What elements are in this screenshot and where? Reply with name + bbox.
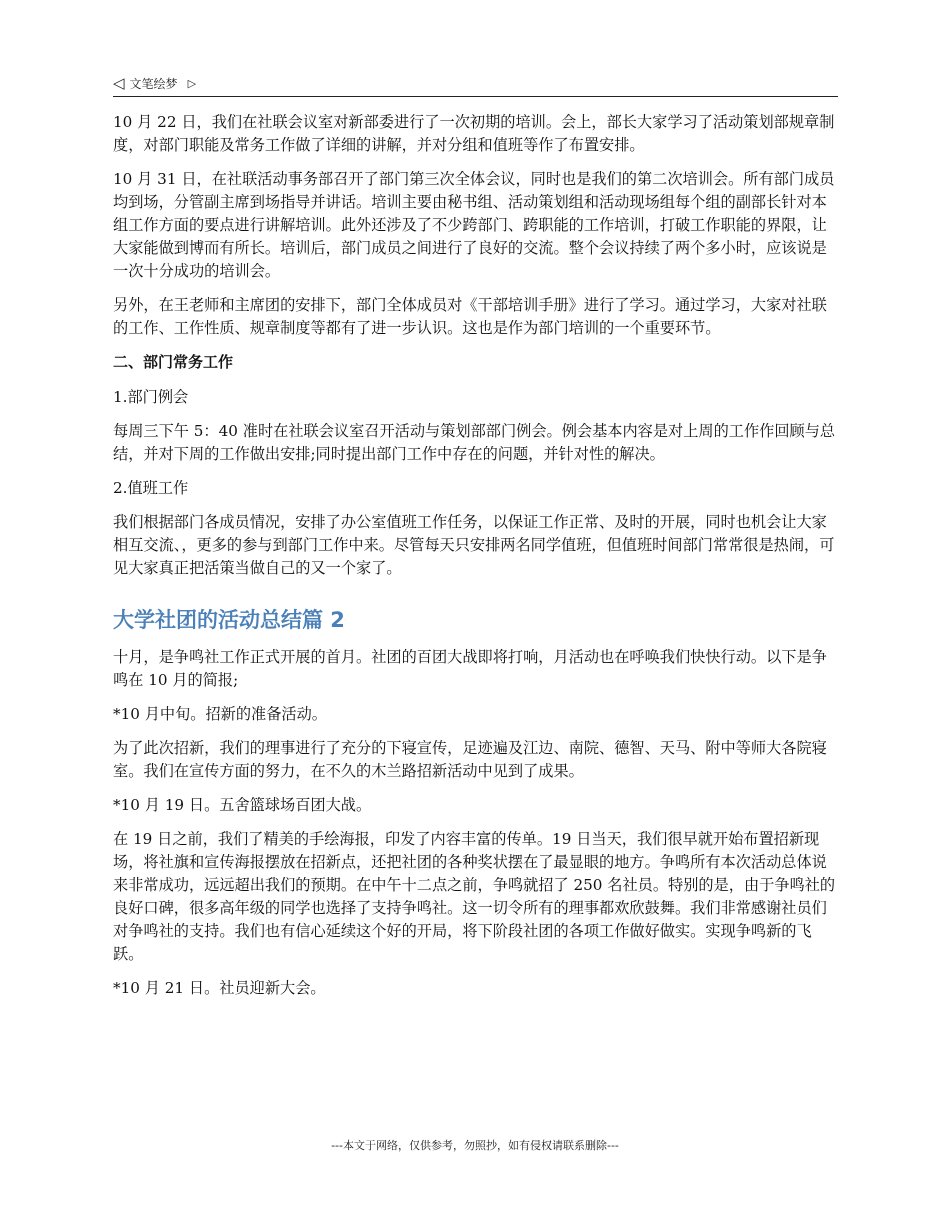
paragraph: 在 19 日之前，我们了精美的手绘海报，印发了内容丰富的传单。19 日当天，我们很早就开始布置招新现场，将社旗和宣传海报摆放在招新点，还把社团的各种奖状摆在了最显眼的地方。争鸣所有本次活动总体说来非常成功，远远超出我们的预期。在中午十二点之前，争鸣就招了 250 名社员。特别的是，由于争鸣社的良好口碑，很多高年级的同学也选择了支持争鸣社。这一切令所有的理事都欢欣鼓舞。我们非常感谢社员们对争鸣社的支持。我们也有信心延续这个好的开局，将下阶段社团的各项工作做好做实。实现争鸣新的飞跃。 — [113, 830, 836, 963]
paragraph: *10 月 21 日。社员迎新大会。 — [113, 979, 326, 997]
page-footer: ---本文于网络，仅供参考，勿照抄，如有侵权请联系删除--- — [331, 1139, 619, 1152]
triangle-left-icon: ◁ — [113, 73, 125, 92]
header-title: 文笔绘梦 — [129, 76, 178, 91]
subheading: 2.值班工作 — [113, 479, 189, 497]
page-header — [113, 70, 838, 97]
paragraph: *10 月 19 日。五舍篮球场百团大战。 — [113, 796, 372, 814]
document-body — [113, 111, 838, 1011]
paragraph: 10 月 31 日，在社联活动事务部召开了部门第三次全体会议，同时也是我们的第二次培训会。所有部门成员均到场，分管副主席到场指导并讲话。培训主要由秘书组、活动策划组和活动现场组每个组的副部长针对本组工作方面的要点进行讲解培训。此外还涉及了不少跨部门、跨职能的工作培训，打破工作职能的界限，让大家能做到博而有所长。培训后，部门成员之间进行了良好的交流。整个会议持续了两个多小时，应该说是一次十分成功的培训会。 — [113, 170, 835, 280]
paragraph: 为了此次招新，我们的理事进行了充分的下寝宣传，足迹遍及江边、南院、德智、天马、附中等师大各院寝室。我们在宣传方面的努力，在不久的木兰路招新活动中见到了成果。 — [113, 739, 827, 780]
subheading: 1.部门例会 — [113, 388, 189, 406]
section-heading: 二、部门常务工作 — [113, 353, 234, 371]
paragraph: 我们根据部门各成员情况，安排了办公室值班工作任务，以保证工作正常、及时的开展，同时也机会让大家相互交流、，更多的参与到部门工作中来。尽管每天只安排两名同学值班，但值班时间部门常常很是热闹，可见大家真正把活策当做自己的又一个家了。 — [113, 513, 835, 577]
paragraph: 另外，在王老师和主席团的安排下，部门全体成员对《干部培训手册》进行了学习。通过学习，大家对社联的工作、工作性质、规章制度等都有了进一步认识。这也是作为部门培训的一个重要环节。 — [113, 296, 827, 337]
paragraph: 每周三下午 5：40 准时在社联会议室召开活动与策划部部门例会。例会基本内容是对上周的工作作回顾与总结，并对下周的工作做出安排;同时提出部门工作中存在的问题，并针对性的解决。 — [113, 422, 836, 463]
triangle-right-icon: ▷ — [187, 76, 197, 90]
paragraph: 十月，是争鸣社工作正式开展的首月。社团的百团大战即将打响，月活动也在呼唤我们快快行动。以下是争鸣在 10 月的简报; — [113, 648, 827, 689]
article-title: 大学社团的活动总结篇 2 — [113, 608, 345, 632]
paragraph: *10 月中旬。招新的准备活动。 — [113, 705, 327, 723]
paragraph: 10 月 22 日，我们在社联会议室对新部委进行了一次初期的培训。会上，部长大家学习了活动策划部规章制度，对部门职能及常务工作做了详细的讲解，并对分组和值班等作了布置安排。 — [113, 113, 835, 154]
